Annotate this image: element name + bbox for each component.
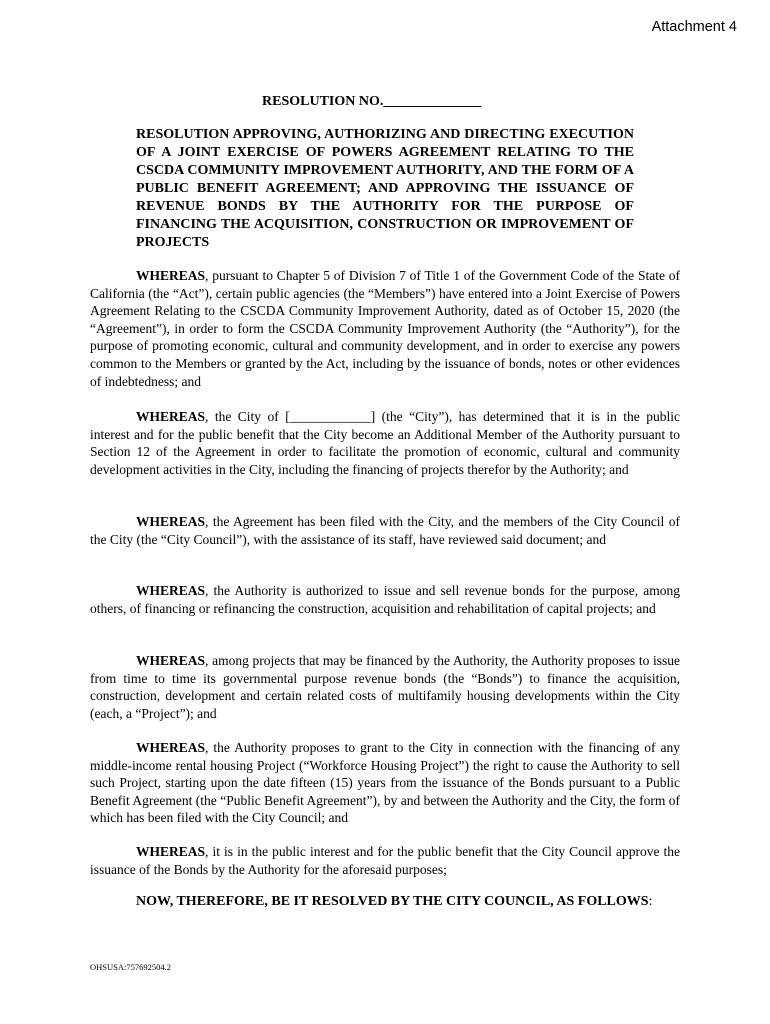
recital-text: , the Authority is authorized to issue and sell revenue bonds for the purpose, among others, of financing or refinancing the construction, acquisition and rehabilitation of capital projects; and [90, 583, 680, 616]
recital-text: , pursuant to Chapter 5 of Division 7 of Title 1 of the Government Code of the State of California (the “Act”), certain public agencies (the “Members”) have entered into a Joint Exercise of Powers Agreement Relating to the CSCDA Community Improvement Authority, dated as of October 15, 2020 (the “Agreement”), in order to form the CSCDA Community Improvement Authority (the “Authority”), for the purpose of promoting economic, cultural and community development, and in order to exercise any powers common to the Members or granted by the Act, including by the issuance of bonds, notes or other evidences of indebtedness; and [90, 268, 680, 389]
recital-paragraph [90, 843, 680, 878]
resolution-number: RESOLUTION NO.______________ [262, 94, 482, 109]
whereas-label: WHEREAS [136, 583, 206, 598]
recital-paragraph [90, 739, 680, 827]
recital-text: , the Authority proposes to grant to the City in connection with the financing of any middle-income rental housing Project (“Workforce Housing Project”) the right to cause the Authority to sell such Project, starting upon the date fifteen (15) years from the issuance of the Bonds pursuant to a Public Benefit Agreement (the “Public Benefit Agreement”), by and between the Authority and the City, the form of which has been filed with the City Council; and [90, 740, 680, 826]
recital-text: , the City of [____________] (the “City”), has determined that it is in the public interest and for the public benefit that the City become an Additional Member of the Authority pursuant to Section 12 of the Agreement in order to facilitate the promotion of economic, cultural and community development activities in the City, including the financing of projects therefor by the Authority; and [90, 409, 680, 477]
whereas-label: WHEREAS [136, 409, 206, 424]
whereas-label: WHEREAS [136, 268, 206, 283]
recital-text: , among projects that may be financed by the Authority, the Authority proposes to issue from time to time its governmental purpose revenue bonds (the “Bonds”) to finance the acquisition, construction, development and certain related costs of multifamily housing developments within the City (each, a “Project”); and [90, 653, 680, 721]
resolved-clause-text: NOW, THEREFORE, BE IT RESOLVED BY THE CITY COUNCIL, AS FOLLOWS [136, 894, 649, 909]
recital-text: , it is in the public interest and for the public benefit that the City Council approve the issuance of the Bonds by the Authority for the aforesaid purposes; [90, 844, 680, 877]
attachment-label: Attachment 4 [651, 19, 737, 35]
resolution-title: RESOLUTION APPROVING, AUTHORIZING AND DIRECTING EXECUTION OF A JOINT EXERCISE OF POWERS AGREEMENT RELATING TO THE CSCDA COMMUNITY IMPROVEMENT AUTHORITY, AND THE FORM OF A PUBLIC BENEFIT AGREEMENT; AND APPROVING THE ISSUANCE OF REVENUE BONDS BY THE AUTHORITY FOR THE PURPOSE OF FINANCING THE ACQUISITION, CONSTRUCTION OR IMPROVEMENT OF PROJECTS [136, 127, 634, 250]
whereas-label: WHEREAS [136, 740, 206, 755]
recital-text: , the Agreement has been filed with the City, and the members of the City Council of the City (the “City Council”), with the assistance of its staff, have reviewed said document; and [90, 514, 680, 547]
recital-paragraph [90, 652, 680, 722]
document-id-footer: OHSUSA:757692504.2 [90, 962, 171, 972]
recital-paragraph [90, 582, 680, 617]
whereas-label: WHEREAS [136, 653, 206, 668]
recital-paragraph [90, 513, 680, 548]
recital-paragraph [90, 408, 680, 478]
whereas-label: WHEREAS [136, 514, 206, 529]
resolved-clause [90, 893, 680, 911]
resolved-colon: : [648, 894, 653, 909]
recital-paragraph [90, 267, 680, 390]
whereas-label: WHEREAS [136, 844, 206, 859]
